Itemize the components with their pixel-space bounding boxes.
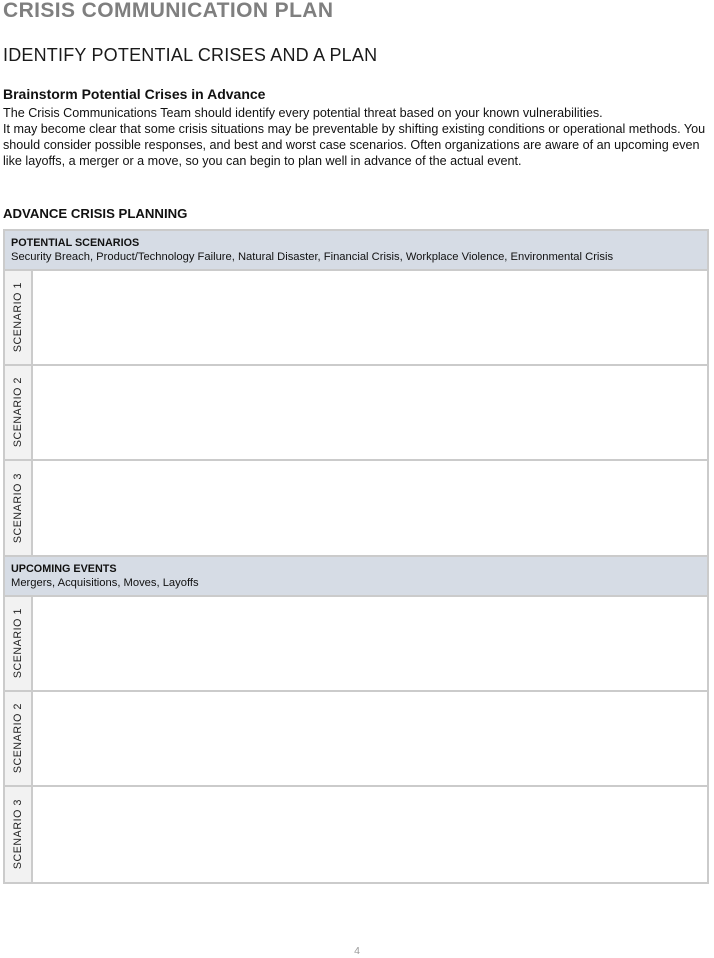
- upcoming-event-3-input[interactable]: [33, 787, 707, 882]
- potential-scenarios-header: [5, 231, 707, 271]
- potential-scenarios-subtitle: Security Breach, Product/Technology Failure, Natural Disaster, Financial Crisis, Workplace Violence, Environmental Crisis: [11, 251, 614, 263]
- scenario-label-cell: [5, 461, 33, 556]
- scenario-label-cell: [5, 597, 33, 690]
- upcoming-event-1-input[interactable]: [33, 597, 707, 690]
- scenario-label: SCENARIO 1: [12, 608, 24, 679]
- intro-text: [3, 105, 713, 169]
- intro-paragraph-2: It may become clear that some crisis situations may be preventable by shifting existing conditions or operational methods. You should consider possible responses, and best and worst case scenarios. Often organizations are aware of an upcoming even like layoffs, a merger or a move, so you can begin to plan well in advance of the actual event.: [3, 122, 706, 168]
- section-heading: ADVANCE CRISIS PLANNING: [3, 206, 188, 221]
- upcoming-event-row-2: [5, 692, 707, 787]
- potential-scenario-row-1: [5, 271, 707, 366]
- upcoming-events-table: [3, 555, 709, 884]
- upcoming-event-row-3: [5, 787, 707, 882]
- upcoming-events-subtitle: Mergers, Acquisitions, Moves, Layoffs: [11, 577, 199, 589]
- page-subtitle: IDENTIFY POTENTIAL CRISES AND A PLAN: [3, 45, 378, 65]
- potential-scenario-1-input[interactable]: [33, 271, 707, 364]
- brainstorm-heading: Brainstorm Potential Crises in Advance: [3, 86, 266, 102]
- upcoming-event-row-1: [5, 597, 707, 692]
- upcoming-event-2-input[interactable]: [33, 692, 707, 785]
- upcoming-events-header: [5, 557, 707, 597]
- scenario-label-cell: [5, 366, 33, 459]
- scenario-label-cell: [5, 271, 33, 364]
- upcoming-events-title: UPCOMING EVENTS: [11, 563, 117, 575]
- scenario-label-cell: [5, 787, 33, 882]
- intro-paragraph-1: The Crisis Communications Team should identify every potential threat based on your known vulnerabilities.: [3, 106, 603, 120]
- scenario-label: SCENARIO 2: [12, 377, 24, 448]
- scenario-label: SCENARIO 3: [12, 473, 24, 544]
- scenario-label: SCENARIO 2: [12, 703, 24, 774]
- page-number: 4: [354, 945, 360, 957]
- scenario-label: SCENARIO 3: [12, 799, 24, 870]
- potential-scenarios-title: POTENTIAL SCENARIOS: [11, 237, 140, 249]
- potential-scenario-3-input[interactable]: [33, 461, 707, 556]
- potential-scenario-2-input[interactable]: [33, 366, 707, 459]
- scenario-label-cell: [5, 692, 33, 785]
- potential-scenario-row-2: [5, 366, 707, 461]
- potential-scenarios-table: [3, 229, 709, 558]
- potential-scenario-row-3: [5, 461, 707, 556]
- scenario-label: SCENARIO 1: [12, 282, 24, 353]
- page-title: CRISIS COMMUNICATION PLAN: [3, 0, 334, 22]
